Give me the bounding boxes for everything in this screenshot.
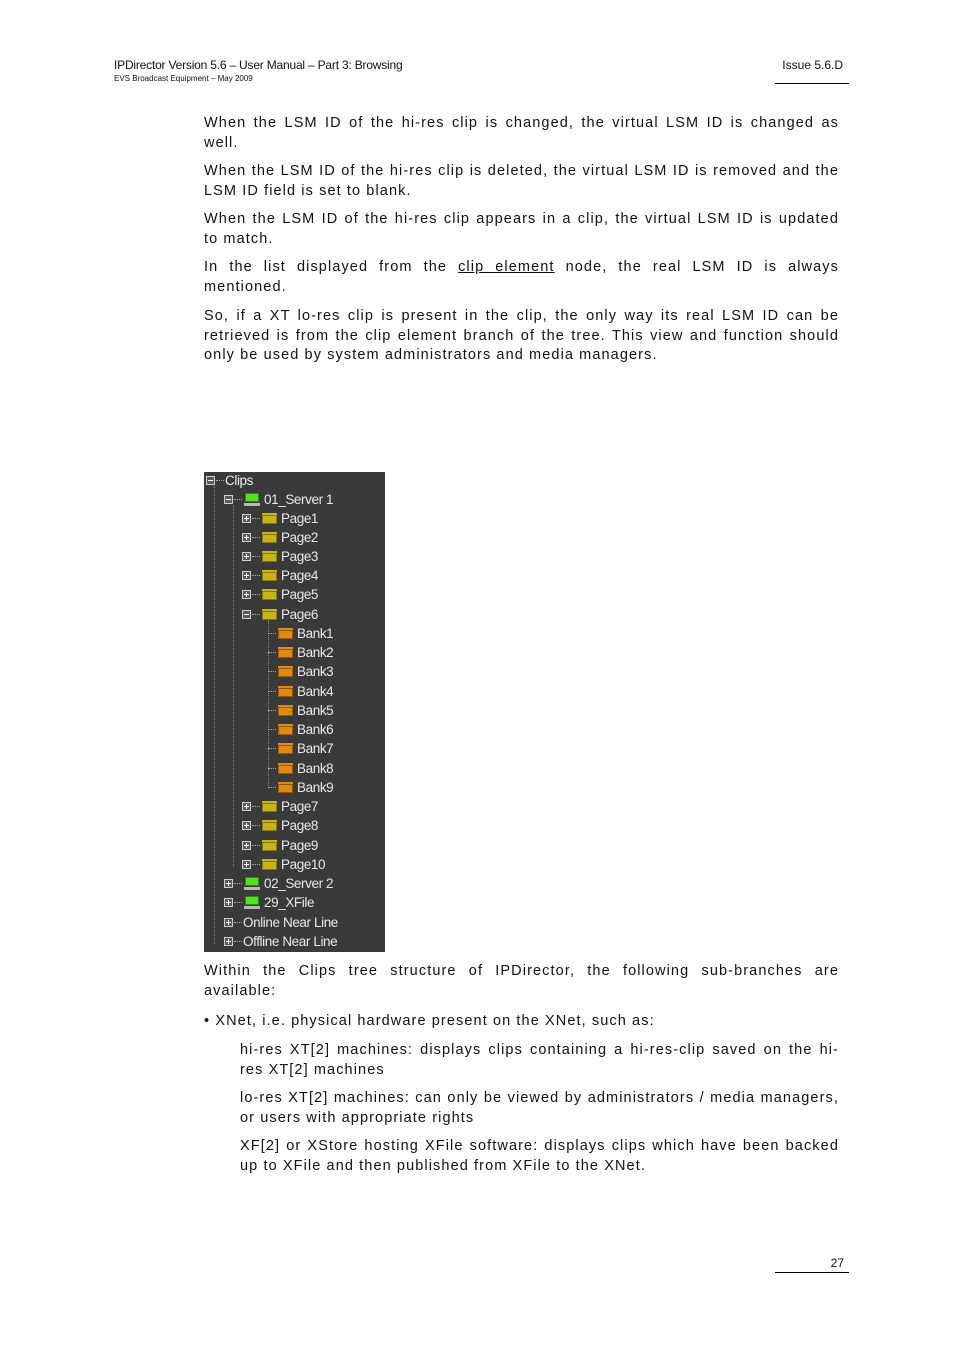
folder-icon <box>262 859 277 870</box>
expand-icon[interactable] <box>242 590 251 599</box>
folder-icon <box>262 840 277 851</box>
tree-connector <box>252 864 260 865</box>
tree-node-page[interactable] <box>242 528 318 547</box>
open-folder-icon <box>262 609 277 620</box>
paragraph-2: When the LSM ID of the hi-res clip is deleted, the virtual LSM ID is removed and the LSM ID field is set to blank. <box>204 163 839 199</box>
tree-node-page-6[interactable] <box>242 605 318 624</box>
folder-icon <box>262 570 277 581</box>
sub-item-xfile: XF[2] or XStore hosting XFile software: displays clips which have been backed up to XFile and then published from XFile to the XNet. <box>240 1138 839 1174</box>
tree-label: Bank8 <box>297 761 334 776</box>
folder-icon <box>278 628 293 639</box>
tree-node-online-near-line[interactable] <box>224 913 338 932</box>
tree-node-page[interactable] <box>242 836 318 855</box>
tree-node-bank[interactable] <box>268 759 333 778</box>
folder-icon <box>262 532 277 543</box>
folder-icon <box>278 782 293 793</box>
tree-node-page[interactable] <box>242 855 325 874</box>
expand-icon[interactable] <box>242 860 251 869</box>
tree-label: Bank3 <box>297 664 334 679</box>
paragraph-4 <box>204 258 839 297</box>
bullet-icon: • <box>204 1013 216 1029</box>
expand-icon[interactable] <box>242 514 251 523</box>
tree-label: Bank1 <box>297 626 334 641</box>
tree-label: Bank2 <box>297 645 334 660</box>
expand-icon[interactable] <box>242 821 251 830</box>
tree-connector <box>252 594 260 595</box>
tree-node-bank[interactable] <box>268 739 333 758</box>
sub-item-lo-res: lo-res XT[2] machines: can only be viewed by administrators / media managers, or users with appropriate rights <box>240 1090 839 1126</box>
tree-label: Page4 <box>281 568 319 583</box>
folder-icon <box>278 647 293 658</box>
paragraph-1: When the LSM ID of the hi-res clip is changed, the virtual LSM ID is changed as well. <box>204 115 839 151</box>
bullet-xnet <box>204 1012 839 1032</box>
tree-node-page[interactable] <box>242 509 318 528</box>
tree-node-offline-near-line[interactable] <box>224 932 337 951</box>
tree-connector <box>216 480 224 481</box>
sub-item-hi-res: hi-res XT[2] machines: displays clips containing a hi-res-clip saved on the hi-res XT[2] machines <box>240 1042 839 1078</box>
tree-guide-line <box>214 486 215 944</box>
tree-label: Page10 <box>281 857 326 872</box>
tree-node-bank[interactable] <box>268 682 333 701</box>
tree-label: 29_XFile <box>264 895 315 910</box>
clips-tree-screenshot <box>204 472 385 952</box>
tree-connector <box>268 787 276 788</box>
folder-icon <box>262 551 277 562</box>
tree-connector <box>234 883 242 884</box>
tree-node-bank[interactable] <box>268 778 333 797</box>
server-icon <box>244 896 260 909</box>
collapse-icon[interactable] <box>224 495 233 504</box>
tree-label: Offline Near Line <box>243 934 338 949</box>
expand-icon[interactable] <box>224 937 233 946</box>
expand-icon[interactable] <box>224 879 233 888</box>
clip-element-link[interactable]: clip element <box>458 259 555 275</box>
tree-node-server-2[interactable] <box>224 874 333 893</box>
tree-connector <box>252 806 260 807</box>
tree-connector <box>234 499 242 500</box>
expand-icon[interactable] <box>242 802 251 811</box>
tree-label: Online Near Line <box>243 915 338 930</box>
tree-connector <box>252 575 260 576</box>
folder-icon <box>278 705 293 716</box>
expand-icon[interactable] <box>224 918 233 927</box>
page-number: 27 <box>830 1256 844 1270</box>
folder-icon <box>278 686 293 697</box>
folder-icon <box>262 820 277 831</box>
tree-node-server-1[interactable] <box>224 490 333 509</box>
tree-intro-paragraph: Within the Clips tree structure of IPDirector, the following sub-branches are available: <box>204 963 839 999</box>
tree-connector <box>234 902 242 903</box>
tree-connector <box>234 941 242 942</box>
bullet-text: XNet, i.e. physical hardware present on the XNet, such as: <box>215 1013 655 1029</box>
tree-node-page[interactable] <box>242 585 318 604</box>
paragraph-4-text-b: node, the real LSM ID is always mentioned. <box>204 259 839 295</box>
footer-rule <box>775 1272 849 1273</box>
paragraph-4-text-a: In the list displayed from the <box>204 259 459 275</box>
tree-connector <box>234 922 242 923</box>
tree-label: Page3 <box>281 549 319 564</box>
tree-node-page[interactable] <box>242 816 318 835</box>
tree-connector <box>268 691 276 692</box>
header-issue: Issue 5.6.D <box>782 58 843 72</box>
tree-connector <box>252 556 260 557</box>
tree-node-page[interactable] <box>242 797 318 816</box>
expand-icon[interactable] <box>242 552 251 561</box>
tree-label: Clips <box>225 473 254 488</box>
tree-connector <box>252 614 260 615</box>
folder-icon <box>262 513 277 524</box>
tree-connector <box>268 748 276 749</box>
tree-label: Page5 <box>281 587 319 602</box>
tree-connector <box>268 652 276 653</box>
tree-connector <box>268 633 276 634</box>
header-title: IPDirector Version 5.6 – User Manual – Part 3: Browsing <box>114 58 403 72</box>
tree-connector <box>268 729 276 730</box>
tree-label: Page1 <box>281 511 319 526</box>
tree-node-bank[interactable] <box>268 701 333 720</box>
tree-label: Bank9 <box>297 780 334 795</box>
expand-icon[interactable] <box>242 571 251 580</box>
tree-node-bank[interactable] <box>268 624 333 643</box>
paragraph-5: So, if a XT lo-res clip is present in the clip, the only way its real LSM ID can be retrieved is from the clip element branch of the tree. This view and function should only be used by system administrators and media managers. <box>204 308 839 363</box>
folder-icon <box>278 763 293 774</box>
tree-label: Page6 <box>281 607 319 622</box>
tree-label: Bank7 <box>297 741 334 756</box>
tree-label: Page9 <box>281 838 319 853</box>
tree-node-bank[interactable] <box>268 720 333 739</box>
tree-node-xfile[interactable] <box>224 893 314 912</box>
header-rule <box>775 83 849 84</box>
tree-node-page[interactable] <box>242 547 318 566</box>
expand-icon[interactable] <box>224 898 233 907</box>
folder-icon <box>278 743 293 754</box>
tree-node-page[interactable] <box>242 566 318 585</box>
collapse-icon[interactable] <box>242 610 251 619</box>
collapse-icon[interactable] <box>206 476 215 485</box>
server-icon <box>244 877 260 890</box>
tree-label: Bank5 <box>297 703 334 718</box>
tree-node-bank[interactable] <box>268 643 333 662</box>
tree-node-bank[interactable] <box>268 662 333 681</box>
tree-label: Page7 <box>281 799 319 814</box>
header-subtitle: EVS Broadcast Equipment – May 2009 <box>114 74 253 83</box>
expand-icon[interactable] <box>242 841 251 850</box>
tree-label: Bank4 <box>297 684 334 699</box>
tree-connector <box>252 537 260 538</box>
expand-icon[interactable] <box>242 533 251 542</box>
folder-icon <box>262 589 277 600</box>
folder-icon <box>278 666 293 677</box>
tree-connector <box>252 825 260 826</box>
tree-label: Page8 <box>281 818 319 833</box>
folder-icon <box>262 801 277 812</box>
paragraph-3: When the LSM ID of the hi-res clip appears in a clip, the virtual LSM ID is updated to match. <box>204 211 839 247</box>
tree-connector <box>252 845 260 846</box>
tree-connector <box>268 710 276 711</box>
tree-node-clips[interactable] <box>206 471 253 490</box>
server-icon <box>244 493 260 506</box>
tree-label: 01_Server 1 <box>264 492 334 507</box>
tree-guide-line <box>233 505 234 867</box>
tree-label: 02_Server 2 <box>264 876 334 891</box>
folder-icon <box>278 724 293 735</box>
tree-connector <box>252 518 260 519</box>
tree-connector <box>268 768 276 769</box>
tree-label: Bank6 <box>297 722 334 737</box>
tree-label: Page2 <box>281 530 319 545</box>
tree-connector <box>268 671 276 672</box>
